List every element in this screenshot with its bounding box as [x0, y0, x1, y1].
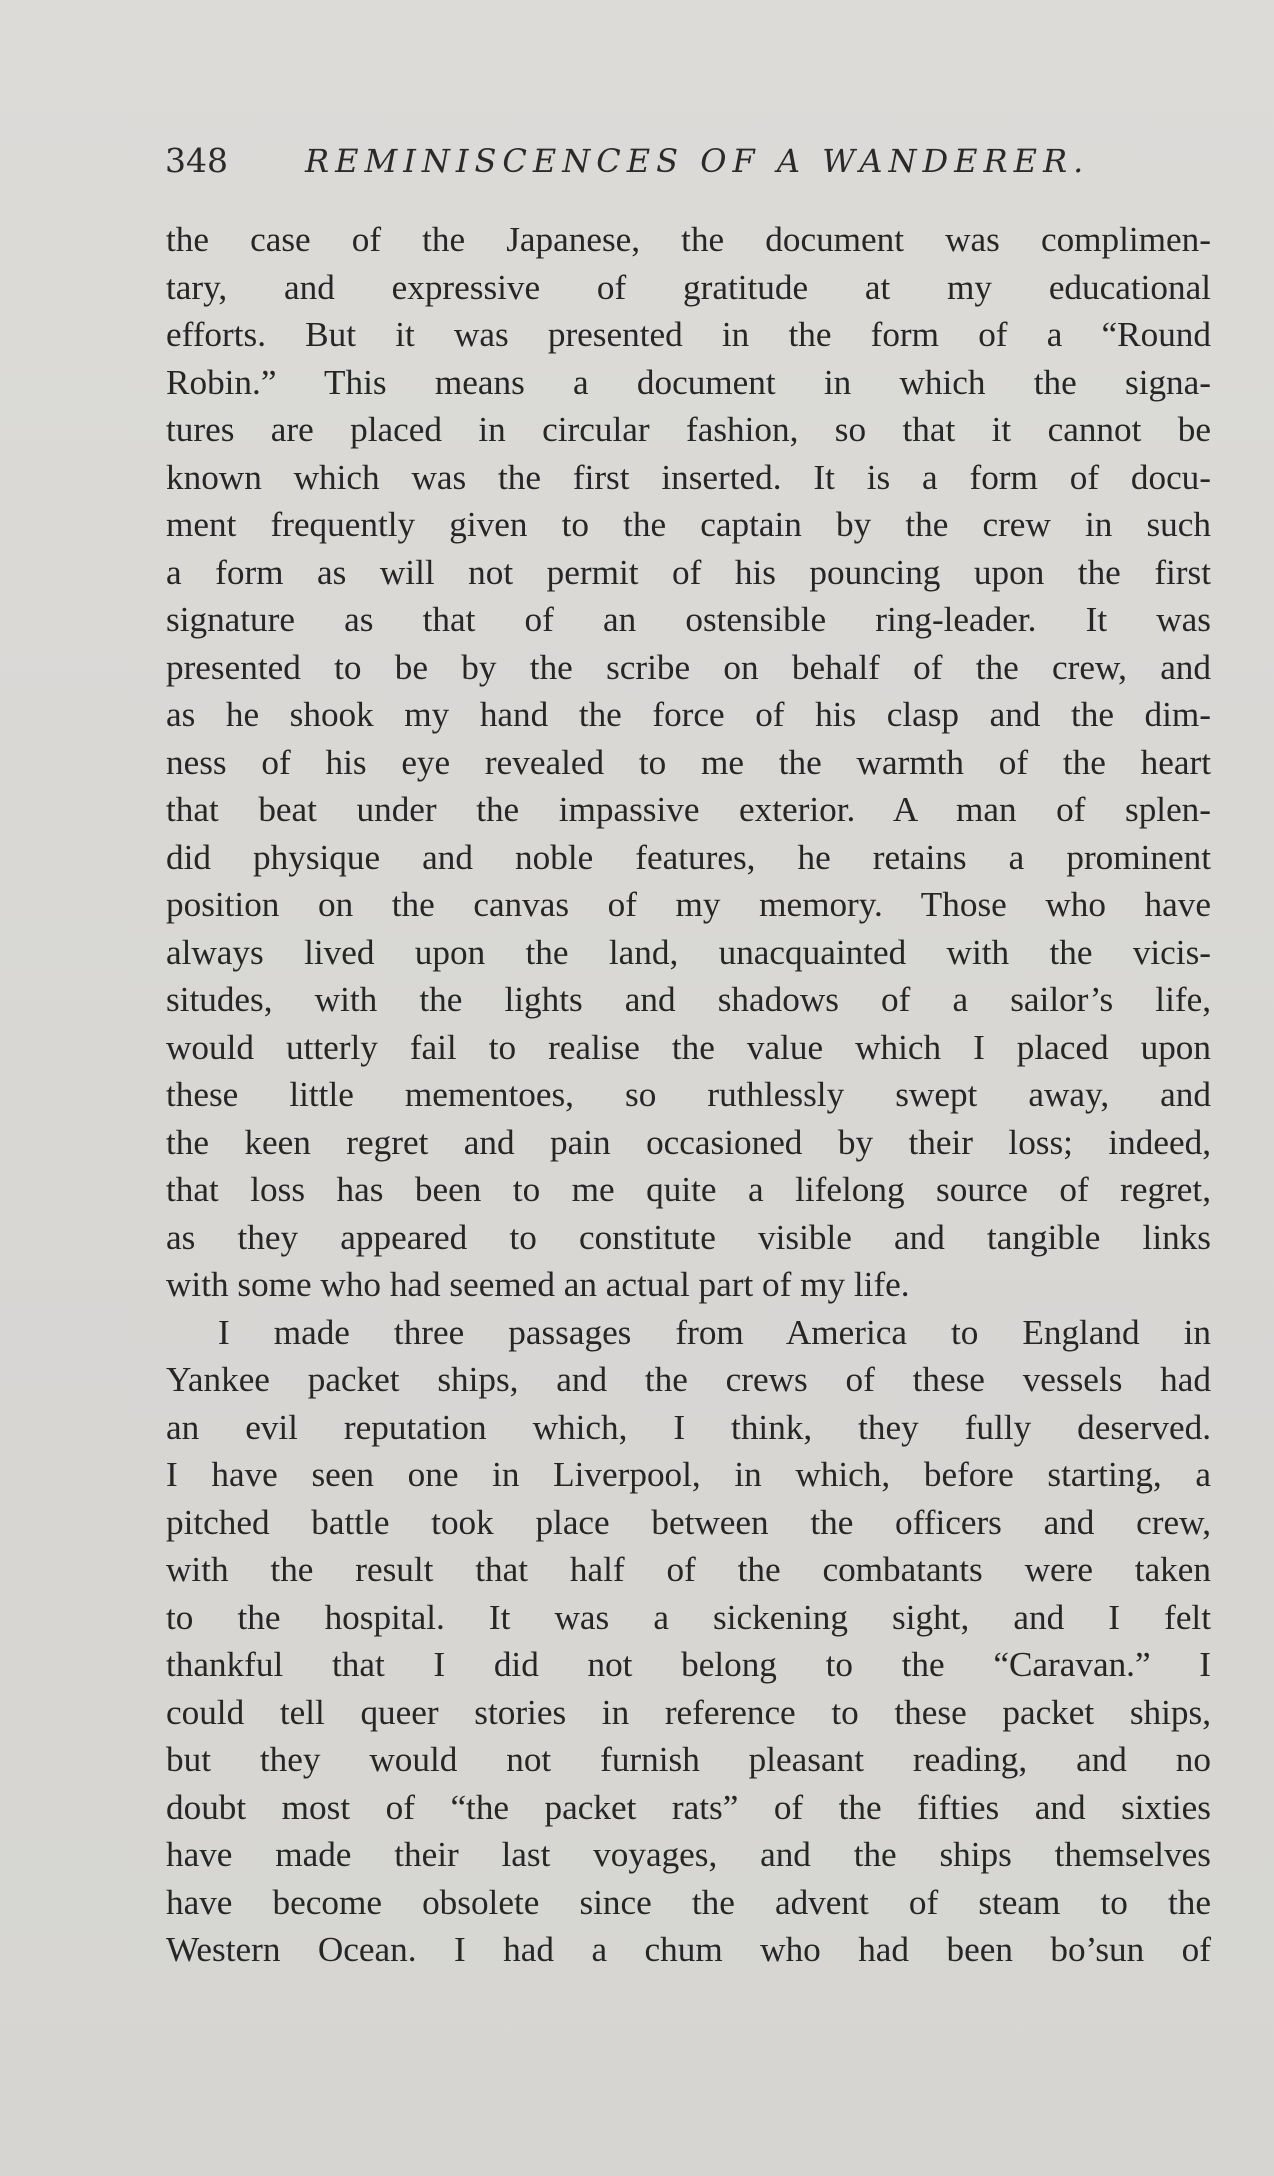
paragraph [166, 216, 1211, 1309]
text-line: always lived upon the land, unacquainted with the vicis- [166, 932, 1211, 972]
text-line: situdes, with the lights and shadows of a sailor’s life, [166, 980, 1211, 1019]
paragraph [166, 1309, 1211, 1974]
text-line: to the hospital. It was a sickening sight, and I felt [166, 1597, 1211, 1637]
text-line: with some who had seemed an actual part of my life. [166, 1265, 910, 1304]
text-line: known which was the first inserted. It is a form of docu- [166, 457, 1211, 497]
text-line: have made their last voyages, and the ships themselves [166, 1835, 1211, 1874]
text-line: that beat under the impassive exterior. A man of splen- [166, 790, 1211, 829]
text-line: Yankee packet ships, and the crews of these vessels had [166, 1360, 1211, 1399]
running-title: REMINISCENCES OF A WANDERER. [305, 142, 1090, 180]
text-line: with the result that half of the combatants were taken [166, 1550, 1211, 1589]
text-line: I have seen one in Liverpool, in which, before starting, a [166, 1455, 1211, 1494]
text-line: ment frequently given to the captain by the crew in such [166, 505, 1211, 544]
page-header [165, 136, 1105, 186]
text-line: the keen regret and pain occasioned by their loss; indeed, [166, 1122, 1211, 1162]
text-line: thankful that I did not belong to the “Caravan.” I [166, 1645, 1211, 1684]
text-line: presented to be by the scribe on behalf of the crew, and [166, 647, 1211, 687]
text-line: these little mementoes, so ruthlessly swept away, and [166, 1075, 1211, 1114]
text-line: tures are placed in circular fashion, so that it cannot be [166, 410, 1211, 449]
text-line: signature as that of an ostensible ring-leader. It was [166, 600, 1211, 639]
page-number: 348 [165, 141, 228, 180]
text-line: doubt most of “the packet rats” of the fifties and sixties [166, 1787, 1211, 1827]
text-line: tary, and expressive of gratitude at my educational [166, 267, 1211, 307]
text-line: Western Ocean. I had a chum who had been bo’sun of [166, 1930, 1211, 1969]
text-line: as he shook my hand the force of his clasp and the dim- [166, 695, 1211, 734]
text-line: as they appeared to constitute visible and tangible links [166, 1217, 1211, 1257]
text-line: pitched battle took place between the officers and crew, [166, 1502, 1211, 1542]
text-line: I made three passages from America to England in [218, 1312, 1211, 1352]
text-line: but they would not furnish pleasant reading, and no [166, 1740, 1211, 1779]
text-line: that loss has been to me quite a lifelong source of regret, [166, 1170, 1211, 1209]
text-line: could tell queer stories in reference to these packet ships, [166, 1692, 1211, 1732]
body-text [166, 216, 1211, 1974]
text-line: a form as will not permit of his pouncing upon the first [166, 552, 1211, 592]
text-line: ness of his eye revealed to me the warmth of the heart [166, 742, 1211, 782]
text-line: did physique and noble features, he retains a prominent [166, 837, 1211, 877]
text-line: the case of the Japanese, the document was complimen- [166, 220, 1211, 259]
text-line: position on the canvas of my memory. Those who have [166, 885, 1211, 924]
text-line: efforts. But it was presented in the form of a “Round [166, 315, 1211, 354]
text-line: would utterly fail to realise the value which I placed upon [166, 1027, 1211, 1067]
text-line: an evil reputation which, I think, they fully deserved. [166, 1407, 1211, 1447]
text-line: have become obsolete since the advent of steam to the [166, 1882, 1211, 1922]
text-line: Robin.” This means a document in which the signa- [166, 362, 1211, 402]
